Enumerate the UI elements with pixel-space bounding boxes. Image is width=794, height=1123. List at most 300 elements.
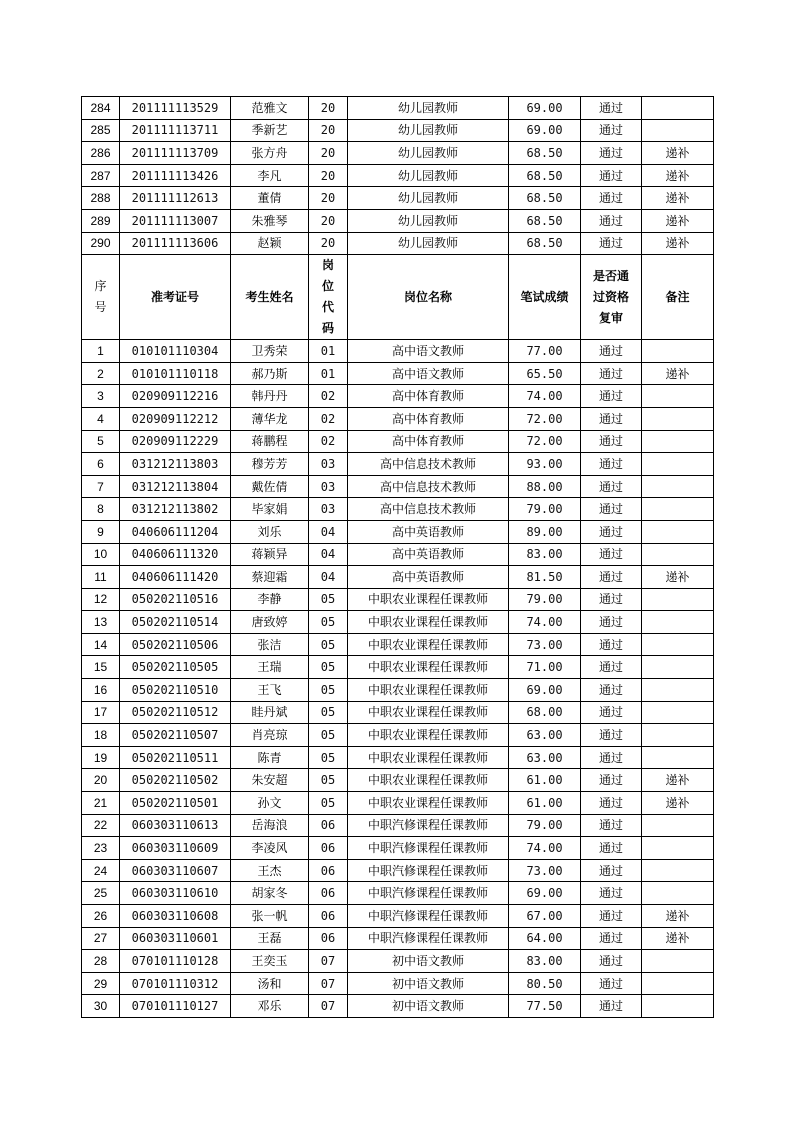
cell-post-name: 中职农业课程任课教师 — [348, 633, 509, 656]
cell-score: 68.50 — [509, 164, 581, 187]
cell-post-code: 04 — [309, 543, 348, 566]
cell-exam-id: 050202110516 — [120, 588, 231, 611]
cell-exam-id: 050202110502 — [120, 769, 231, 792]
cell-seq: 2 — [82, 362, 120, 385]
cell-qualify: 通过 — [581, 611, 642, 634]
cell-exam-id: 060303110609 — [120, 837, 231, 860]
cell-qualify: 通过 — [581, 430, 642, 453]
cell-exam-id: 050202110511 — [120, 746, 231, 769]
table-row — [82, 792, 714, 815]
table-row — [82, 588, 714, 611]
cell-qualify: 通过 — [581, 453, 642, 476]
cell-name: 胡家冬 — [231, 882, 309, 905]
cell-name: 王奕玉 — [231, 950, 309, 973]
cell-post-name: 中职汽修课程任课教师 — [348, 927, 509, 950]
cell-seq: 9 — [82, 520, 120, 543]
cell-post-code: 05 — [309, 701, 348, 724]
cell-score: 72.00 — [509, 430, 581, 453]
cell-exam-id: 060303110613 — [120, 814, 231, 837]
cell-score: 63.00 — [509, 746, 581, 769]
cell-post-code: 05 — [309, 724, 348, 747]
cell-name: 王瑞 — [231, 656, 309, 679]
table-row — [82, 927, 714, 950]
table-row — [82, 656, 714, 679]
cell-qualify: 通过 — [581, 995, 642, 1018]
cell-post-name: 高中信息技术教师 — [348, 498, 509, 521]
cell-score: 77.50 — [509, 995, 581, 1018]
cell-qualify: 通过 — [581, 792, 642, 815]
cell-post-code: 05 — [309, 656, 348, 679]
cell-seq: 289 — [82, 209, 120, 232]
cell-score: 89.00 — [509, 520, 581, 543]
cell-seq: 29 — [82, 972, 120, 995]
cell-exam-id: 070101110312 — [120, 972, 231, 995]
cell-seq: 284 — [82, 97, 120, 120]
cell-seq: 30 — [82, 995, 120, 1018]
cell-seq: 26 — [82, 905, 120, 928]
cell-seq: 11 — [82, 566, 120, 589]
cell-name: 陈青 — [231, 746, 309, 769]
cell-seq: 3 — [82, 385, 120, 408]
cell-score: 73.00 — [509, 859, 581, 882]
cell-name: 眭丹斌 — [231, 701, 309, 724]
cell-post-code: 20 — [309, 164, 348, 187]
cell-post-name: 中职农业课程任课教师 — [348, 611, 509, 634]
cell-qualify: 通过 — [581, 498, 642, 521]
cell-name: 蔡迎霜 — [231, 566, 309, 589]
cell-seq: 6 — [82, 453, 120, 476]
cell-qualify: 通过 — [581, 905, 642, 928]
cell-qualify: 通过 — [581, 972, 642, 995]
cell-name: 毕家娟 — [231, 498, 309, 521]
cell-qualify: 通过 — [581, 814, 642, 837]
cell-seq: 8 — [82, 498, 120, 521]
cell-post-name: 初中语文教师 — [348, 950, 509, 973]
cell-qualify: 通过 — [581, 724, 642, 747]
cell-note: 递补 — [642, 927, 714, 950]
cell-seq: 14 — [82, 633, 120, 656]
table-row — [82, 814, 714, 837]
results-table — [81, 96, 714, 1018]
cell-seq: 24 — [82, 859, 120, 882]
cell-exam-id: 031212113802 — [120, 498, 231, 521]
cell-post-code: 20 — [309, 209, 348, 232]
cell-seq: 20 — [82, 769, 120, 792]
cell-exam-id: 040606111204 — [120, 520, 231, 543]
cell-name: 卫秀荣 — [231, 340, 309, 363]
cell-seq: 28 — [82, 950, 120, 973]
cell-name: 戴佐倩 — [231, 475, 309, 498]
table-row — [82, 209, 714, 232]
table-row — [82, 407, 714, 430]
table-row — [82, 385, 714, 408]
cell-score: 61.00 — [509, 769, 581, 792]
table-row — [82, 498, 714, 521]
cell-name: 范雅文 — [231, 97, 309, 120]
cell-post-code: 02 — [309, 430, 348, 453]
table-row — [82, 905, 714, 928]
cell-score: 72.00 — [509, 407, 581, 430]
cell-post-name: 幼儿园教师 — [348, 232, 509, 255]
cell-name: 韩丹丹 — [231, 385, 309, 408]
cell-post-code: 20 — [309, 232, 348, 255]
cell-exam-id: 040606111320 — [120, 543, 231, 566]
cell-exam-id: 201111113007 — [120, 209, 231, 232]
cell-score: 68.50 — [509, 187, 581, 210]
cell-exam-id: 060303110601 — [120, 927, 231, 950]
table-row — [82, 611, 714, 634]
cell-post-name: 高中信息技术教师 — [348, 475, 509, 498]
cell-note — [642, 475, 714, 498]
cell-post-name: 中职农业课程任课教师 — [348, 792, 509, 815]
cell-name: 王飞 — [231, 679, 309, 702]
cell-post-code: 06 — [309, 905, 348, 928]
cell-post-code: 05 — [309, 769, 348, 792]
cell-post-code: 20 — [309, 187, 348, 210]
cell-note — [642, 119, 714, 142]
cell-qualify: 通过 — [581, 950, 642, 973]
cell-seq: 25 — [82, 882, 120, 905]
cell-post-code: 04 — [309, 520, 348, 543]
table-row — [82, 859, 714, 882]
cell-exam-id: 050202110507 — [120, 724, 231, 747]
table-row — [82, 362, 714, 385]
header-qualify: 是否通 过资格 复审 — [581, 255, 642, 340]
cell-exam-id: 060303110607 — [120, 859, 231, 882]
cell-post-name: 高中体育教师 — [348, 385, 509, 408]
cell-seq: 13 — [82, 611, 120, 634]
cell-seq: 7 — [82, 475, 120, 498]
cell-qualify: 通过 — [581, 209, 642, 232]
cell-exam-id: 060303110610 — [120, 882, 231, 905]
cell-post-code: 06 — [309, 882, 348, 905]
cell-post-code: 01 — [309, 362, 348, 385]
table-row — [82, 746, 714, 769]
cell-post-code: 07 — [309, 950, 348, 973]
cell-note — [642, 588, 714, 611]
cell-note — [642, 656, 714, 679]
cell-score: 63.00 — [509, 724, 581, 747]
cell-note: 递补 — [642, 142, 714, 165]
cell-name: 朱雅琴 — [231, 209, 309, 232]
cell-note — [642, 679, 714, 702]
cell-score: 73.00 — [509, 633, 581, 656]
cell-post-code: 01 — [309, 340, 348, 363]
cell-post-name: 中职农业课程任课教师 — [348, 769, 509, 792]
cell-seq: 4 — [82, 407, 120, 430]
cell-post-name: 幼儿园教师 — [348, 209, 509, 232]
cell-score: 81.50 — [509, 566, 581, 589]
cell-qualify: 通过 — [581, 859, 642, 882]
cell-exam-id: 050202110514 — [120, 611, 231, 634]
cell-note: 递补 — [642, 232, 714, 255]
cell-seq: 16 — [82, 679, 120, 702]
cell-post-code: 05 — [309, 633, 348, 656]
cell-exam-id: 020909112212 — [120, 407, 231, 430]
cell-exam-id: 050202110501 — [120, 792, 231, 815]
cell-qualify: 通过 — [581, 588, 642, 611]
cell-qualify: 通过 — [581, 927, 642, 950]
table-row — [82, 769, 714, 792]
cell-score: 69.00 — [509, 97, 581, 120]
table-row — [82, 972, 714, 995]
cell-exam-id: 070101110128 — [120, 950, 231, 973]
cell-seq: 290 — [82, 232, 120, 255]
cell-qualify: 通过 — [581, 232, 642, 255]
table-row — [82, 475, 714, 498]
cell-name: 董倩 — [231, 187, 309, 210]
table-row — [82, 724, 714, 747]
cell-qualify: 通过 — [581, 633, 642, 656]
cell-name: 汤和 — [231, 972, 309, 995]
cell-score: 69.00 — [509, 882, 581, 905]
cell-post-code: 02 — [309, 385, 348, 408]
cell-post-name: 高中信息技术教师 — [348, 453, 509, 476]
cell-post-name: 高中体育教师 — [348, 407, 509, 430]
cell-qualify: 通过 — [581, 142, 642, 165]
cell-exam-id: 201111113711 — [120, 119, 231, 142]
cell-qualify: 通过 — [581, 164, 642, 187]
cell-post-name: 高中体育教师 — [348, 430, 509, 453]
cell-seq: 18 — [82, 724, 120, 747]
cell-score: 69.00 — [509, 119, 581, 142]
cell-note — [642, 972, 714, 995]
cell-post-code: 06 — [309, 859, 348, 882]
cell-exam-id: 201111113709 — [120, 142, 231, 165]
cell-post-name: 中职农业课程任课教师 — [348, 679, 509, 702]
cell-post-code: 20 — [309, 97, 348, 120]
table-row — [82, 543, 714, 566]
cell-score: 68.50 — [509, 142, 581, 165]
cell-qualify: 通过 — [581, 656, 642, 679]
cell-seq: 23 — [82, 837, 120, 860]
cell-qualify: 通过 — [581, 475, 642, 498]
cell-name: 孙文 — [231, 792, 309, 815]
cell-note — [642, 837, 714, 860]
cell-post-code: 07 — [309, 972, 348, 995]
cell-post-code: 04 — [309, 566, 348, 589]
cell-score: 74.00 — [509, 837, 581, 860]
cell-name: 李凌风 — [231, 837, 309, 860]
cell-score: 64.00 — [509, 927, 581, 950]
cell-name: 赵颖 — [231, 232, 309, 255]
table-row — [82, 882, 714, 905]
cell-note — [642, 859, 714, 882]
cell-post-code: 02 — [309, 407, 348, 430]
cell-post-name: 中职汽修课程任课教师 — [348, 859, 509, 882]
cell-note — [642, 950, 714, 973]
cell-note — [642, 882, 714, 905]
header-post-name: 岗位名称 — [348, 255, 509, 340]
cell-note: 递补 — [642, 362, 714, 385]
cell-post-code: 05 — [309, 611, 348, 634]
cell-seq: 27 — [82, 927, 120, 950]
table-row — [82, 119, 714, 142]
cell-post-code: 05 — [309, 746, 348, 769]
cell-qualify: 通过 — [581, 187, 642, 210]
cell-score: 74.00 — [509, 611, 581, 634]
cell-exam-id: 060303110608 — [120, 905, 231, 928]
table-body — [82, 340, 714, 1018]
table-row — [82, 453, 714, 476]
cell-name: 唐致婷 — [231, 611, 309, 634]
cell-score: 83.00 — [509, 950, 581, 973]
cell-name: 郝乃斯 — [231, 362, 309, 385]
cell-score: 83.00 — [509, 543, 581, 566]
cell-post-name: 幼儿园教师 — [348, 97, 509, 120]
cell-note — [642, 724, 714, 747]
cell-post-name: 幼儿园教师 — [348, 119, 509, 142]
cell-exam-id: 020909112229 — [120, 430, 231, 453]
table-header-row — [82, 255, 714, 340]
cell-qualify: 通过 — [581, 769, 642, 792]
cell-name: 张方舟 — [231, 142, 309, 165]
header-exam-id: 准考证号 — [120, 255, 231, 340]
cell-qualify: 通过 — [581, 97, 642, 120]
cell-note — [642, 814, 714, 837]
cell-note — [642, 407, 714, 430]
cell-post-name: 初中语文教师 — [348, 995, 509, 1018]
cell-score: 79.00 — [509, 814, 581, 837]
table-row — [82, 950, 714, 973]
cell-exam-id: 020909112216 — [120, 385, 231, 408]
table-row — [82, 701, 714, 724]
cell-post-code: 05 — [309, 588, 348, 611]
table-row — [82, 430, 714, 453]
cell-note: 递补 — [642, 769, 714, 792]
cell-qualify: 通过 — [581, 701, 642, 724]
cell-post-code: 05 — [309, 679, 348, 702]
cell-post-code: 03 — [309, 453, 348, 476]
cell-score: 93.00 — [509, 453, 581, 476]
cell-score: 79.00 — [509, 588, 581, 611]
cell-exam-id: 040606111420 — [120, 566, 231, 589]
cell-name: 季新艺 — [231, 119, 309, 142]
cell-seq: 19 — [82, 746, 120, 769]
cell-name: 王磊 — [231, 927, 309, 950]
cell-post-name: 中职农业课程任课教师 — [348, 588, 509, 611]
cell-post-code: 06 — [309, 814, 348, 837]
cell-post-code: 06 — [309, 837, 348, 860]
table-header-block — [82, 255, 714, 340]
cell-name: 岳海浪 — [231, 814, 309, 837]
table-row — [82, 164, 714, 187]
table-row — [82, 837, 714, 860]
table-row — [82, 142, 714, 165]
cell-seq: 5 — [82, 430, 120, 453]
cell-exam-id: 031212113803 — [120, 453, 231, 476]
cell-exam-id: 050202110510 — [120, 679, 231, 702]
cell-post-name: 高中英语教师 — [348, 520, 509, 543]
cell-note: 递补 — [642, 566, 714, 589]
cell-note — [642, 430, 714, 453]
header-seq: 序 号 — [82, 255, 120, 340]
cell-seq: 17 — [82, 701, 120, 724]
cell-name: 刘乐 — [231, 520, 309, 543]
cell-name: 穆芳芳 — [231, 453, 309, 476]
cell-post-name: 中职汽修课程任课教师 — [348, 837, 509, 860]
cell-seq: 22 — [82, 814, 120, 837]
cell-qualify: 通过 — [581, 566, 642, 589]
cell-qualify: 通过 — [581, 340, 642, 363]
cell-note — [642, 995, 714, 1018]
cell-seq: 285 — [82, 119, 120, 142]
cell-score: 68.50 — [509, 209, 581, 232]
cell-post-name: 幼儿园教师 — [348, 164, 509, 187]
header-name: 考生姓名 — [231, 255, 309, 340]
cell-score: 88.00 — [509, 475, 581, 498]
cell-qualify: 通过 — [581, 543, 642, 566]
table-row — [82, 340, 714, 363]
cell-post-name: 中职汽修课程任课教师 — [348, 882, 509, 905]
cell-note — [642, 385, 714, 408]
cell-qualify: 通过 — [581, 837, 642, 860]
cell-name: 蒋鹏程 — [231, 430, 309, 453]
cell-note — [642, 701, 714, 724]
cell-qualify: 通过 — [581, 362, 642, 385]
cell-post-name: 中职汽修课程任课教师 — [348, 814, 509, 837]
table-row — [82, 187, 714, 210]
cell-name: 张一帆 — [231, 905, 309, 928]
cell-post-name: 幼儿园教师 — [348, 142, 509, 165]
cell-post-name: 高中语文教师 — [348, 340, 509, 363]
cell-exam-id: 010101110118 — [120, 362, 231, 385]
cell-seq: 15 — [82, 656, 120, 679]
cell-name: 李静 — [231, 588, 309, 611]
cell-score: 77.00 — [509, 340, 581, 363]
cell-qualify: 通过 — [581, 407, 642, 430]
table-row — [82, 679, 714, 702]
cell-note — [642, 453, 714, 476]
header-note: 备注 — [642, 255, 714, 340]
cell-seq: 1 — [82, 340, 120, 363]
cell-name: 王杰 — [231, 859, 309, 882]
header-score: 笔试成绩 — [509, 255, 581, 340]
cell-score: 79.00 — [509, 498, 581, 521]
table-row — [82, 995, 714, 1018]
cell-note: 递补 — [642, 209, 714, 232]
cell-qualify: 通过 — [581, 385, 642, 408]
cell-seq: 21 — [82, 792, 120, 815]
cell-note — [642, 97, 714, 120]
cell-post-name: 中职汽修课程任课教师 — [348, 905, 509, 928]
table-body-continued — [82, 97, 714, 255]
cell-post-name: 中职农业课程任课教师 — [348, 656, 509, 679]
cell-post-name: 中职农业课程任课教师 — [348, 701, 509, 724]
cell-score: 61.00 — [509, 792, 581, 815]
cell-qualify: 通过 — [581, 679, 642, 702]
header-post-code: 岗 位 代 码 — [309, 255, 348, 340]
cell-score: 74.00 — [509, 385, 581, 408]
cell-exam-id: 050202110505 — [120, 656, 231, 679]
cell-seq: 288 — [82, 187, 120, 210]
cell-post-code: 03 — [309, 475, 348, 498]
cell-exam-id: 201111113529 — [120, 97, 231, 120]
cell-qualify: 通过 — [581, 520, 642, 543]
cell-name: 薄华龙 — [231, 407, 309, 430]
table-row — [82, 520, 714, 543]
cell-note — [642, 633, 714, 656]
cell-name: 朱安超 — [231, 769, 309, 792]
cell-seq: 287 — [82, 164, 120, 187]
cell-name: 邓乐 — [231, 995, 309, 1018]
cell-post-code: 05 — [309, 792, 348, 815]
cell-post-name: 高中英语教师 — [348, 566, 509, 589]
cell-note — [642, 543, 714, 566]
cell-post-name: 初中语文教师 — [348, 972, 509, 995]
cell-score: 80.50 — [509, 972, 581, 995]
cell-exam-id: 010101110304 — [120, 340, 231, 363]
